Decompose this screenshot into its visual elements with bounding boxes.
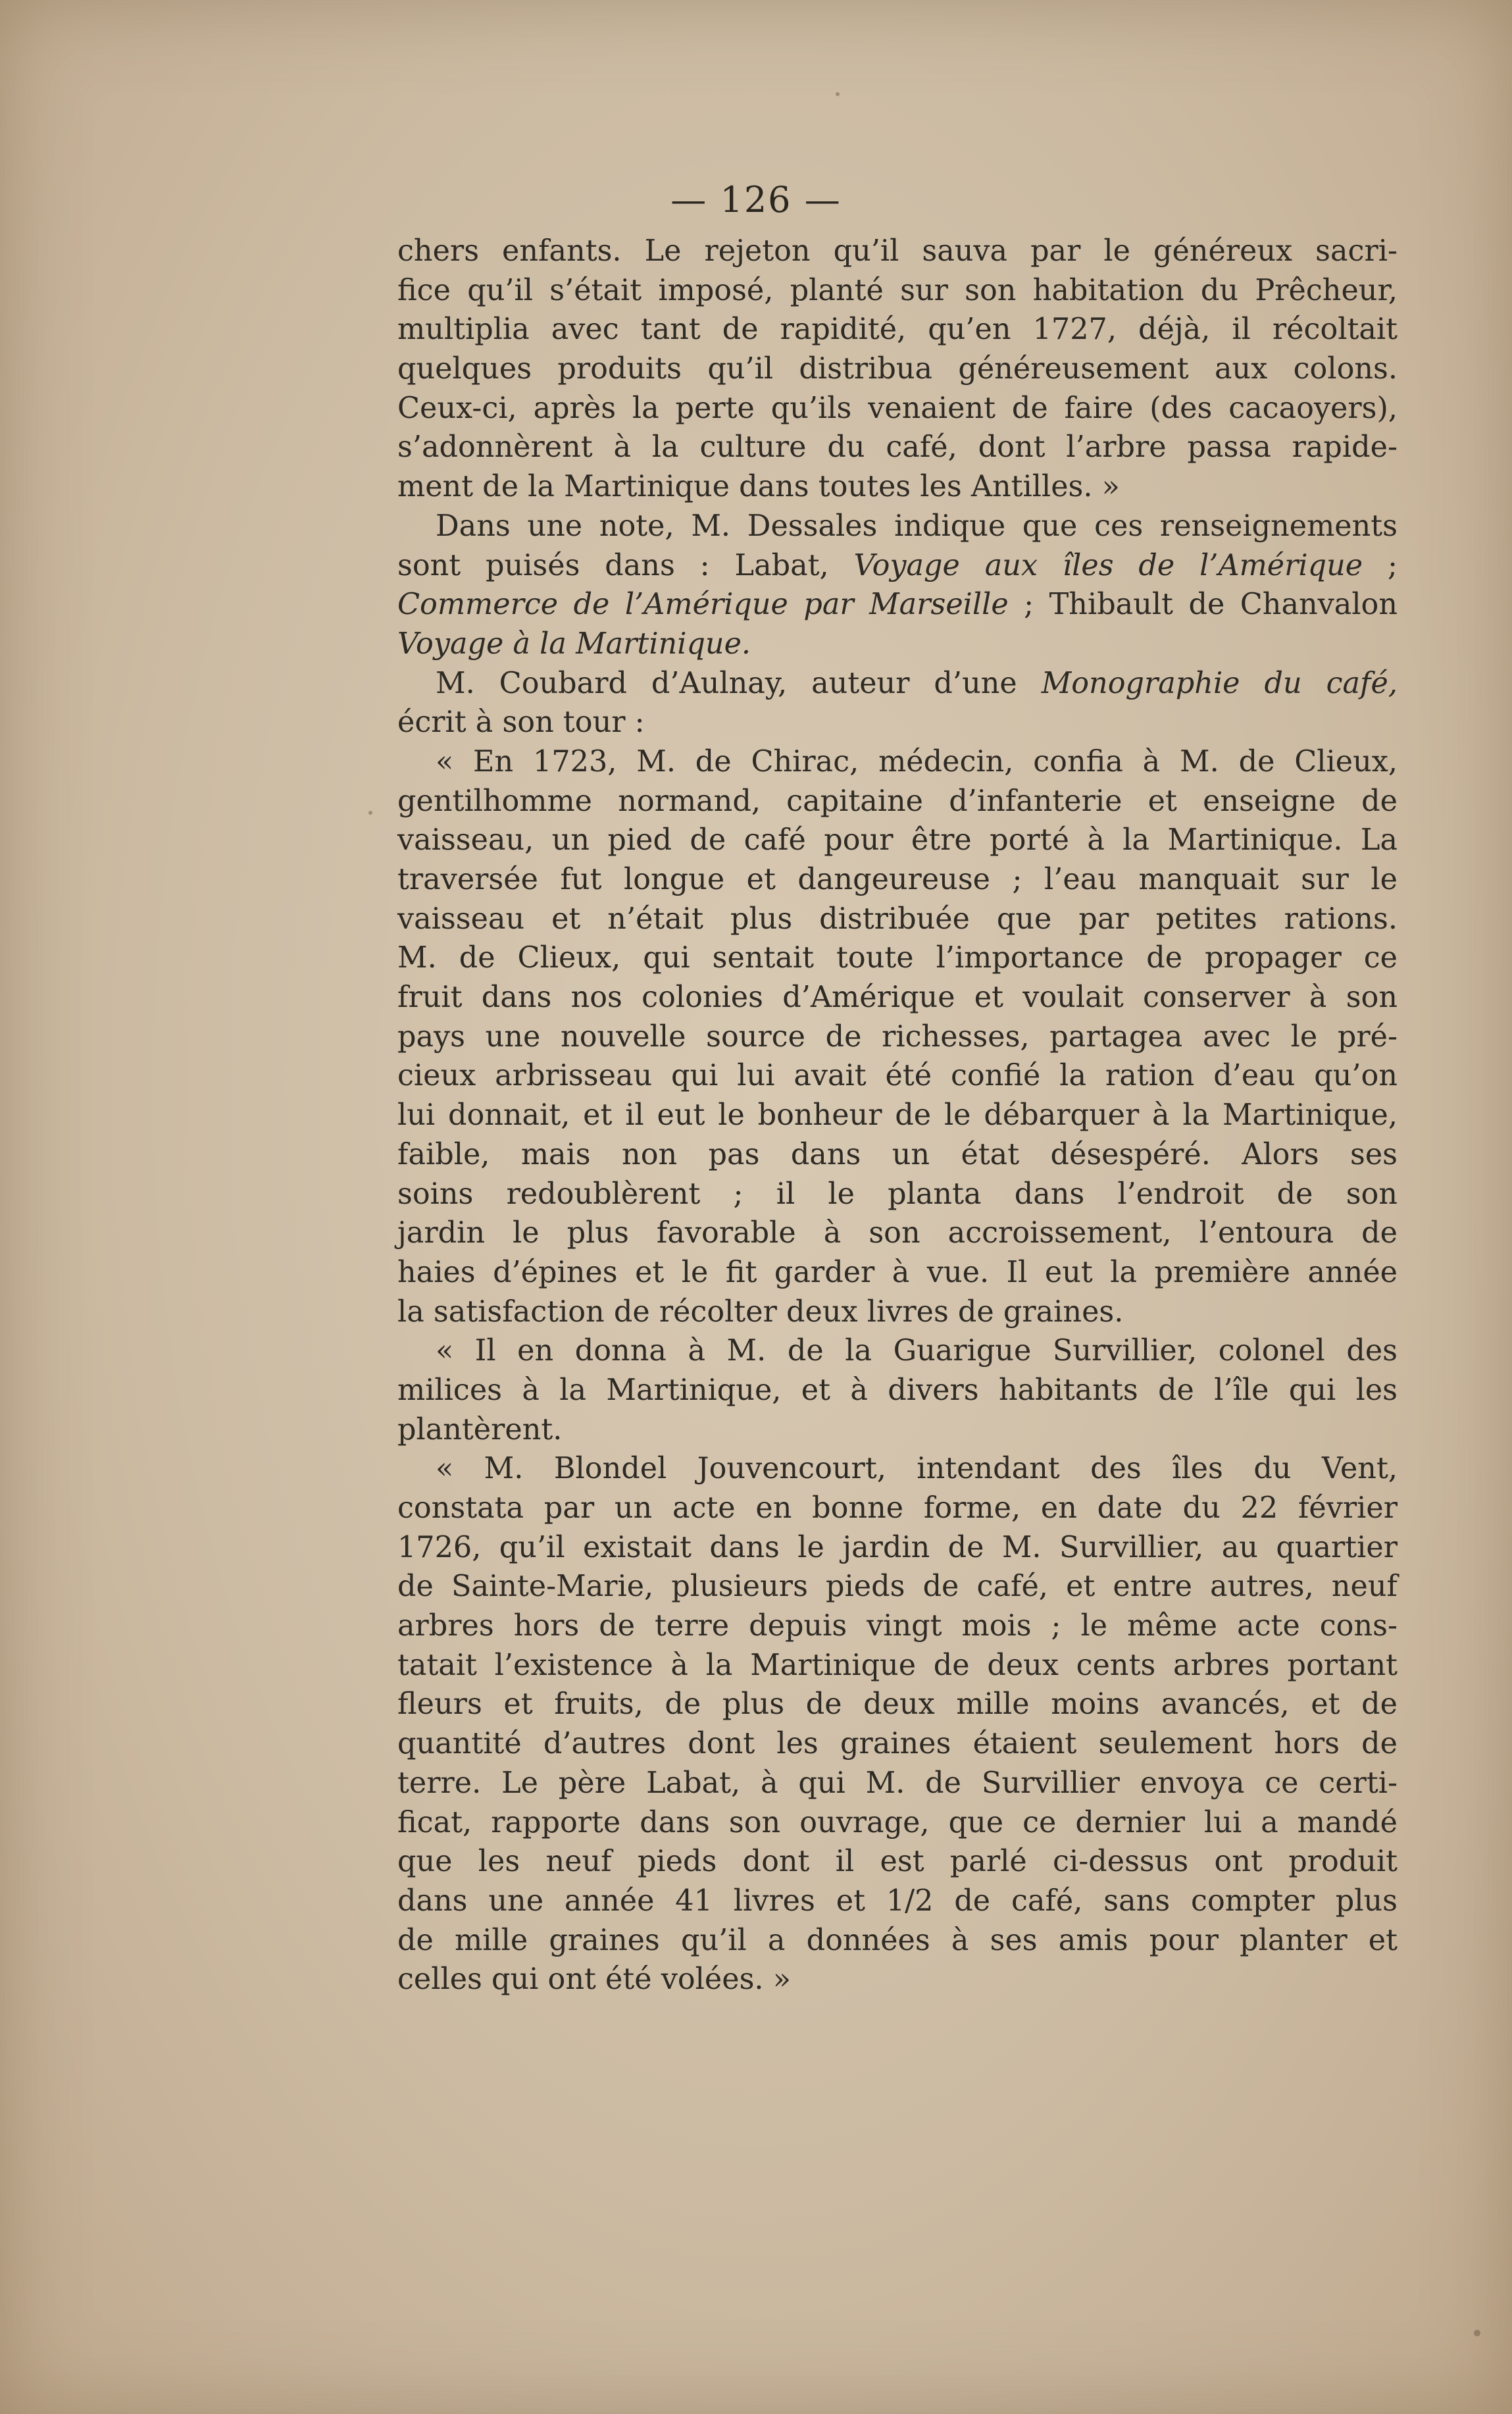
text-line-roman: dans une année 41 livres et 1/2 de café, sans compter plus (397, 1884, 1398, 1918)
text-line (397, 664, 1398, 704)
text-line-roman: cieux arbrisseau qui lui avait été confié la ration d’eau qu’on (397, 1059, 1398, 1093)
text-line (397, 1410, 1398, 1450)
text-line (397, 1449, 1398, 1489)
text-line-roman: la satisfaction de récolter deux livres de graines. (397, 1295, 1124, 1329)
text-line-roman: « En 1723, M. de Chirac, médecin, confia à M. de Clieux, (436, 744, 1398, 779)
text-line (397, 938, 1398, 978)
paper-speck (368, 811, 372, 815)
text-line (397, 703, 1398, 742)
text-line (397, 1960, 1398, 1999)
text-line (397, 1724, 1398, 1764)
text-line-italic: Voyage à la Martinique. (397, 627, 751, 661)
text-line-roman: soins redoublèrent ; il le planta dans l’endroit de son (397, 1177, 1398, 1211)
text-line (397, 1096, 1398, 1135)
text-line-roman: jardin le plus favorable à son accroissement, l’entoura de (397, 1216, 1398, 1250)
text-line-roman: quantité d’autres dont les graines étaient seulement hors de (397, 1727, 1398, 1761)
text-line-roman: constata par un acte en bonne forme, en date du 22 février (397, 1491, 1398, 1525)
text-line (397, 1685, 1398, 1724)
text-line-roman: sont puisés dans : Labat, (397, 548, 854, 582)
text-line-italic: Monographie du café, (1041, 666, 1398, 700)
text-line-roman: 1726, qu’il existait dans le jardin de M. Survillier, au quartier (397, 1530, 1398, 1564)
text-line-roman: gentilhomme normand, capitaine d’infanterie et enseigne de (397, 784, 1398, 818)
text-line-italic: Commerce de l’Amérique par Marseille (397, 588, 1009, 622)
text-line (397, 1842, 1398, 1882)
text-line (397, 1882, 1398, 1921)
text-line (397, 821, 1398, 860)
text-line-roman: M. de Clieux, qui sentait toute l’importance de propager ce (397, 941, 1398, 975)
text-line (397, 1489, 1398, 1528)
text-line-roman: pays une nouvelle source de richesses, partagea avec le pré- (397, 1019, 1398, 1054)
text-line-roman: plantèrent. (397, 1412, 563, 1447)
text-line-roman: faible, mais non pas dans un état désespéré. Alors ses (397, 1137, 1398, 1171)
paper-speck (1474, 2330, 1480, 2336)
text-line-roman: arbres hors de terre depuis vingt mois ; le même acte cons- (397, 1609, 1398, 1643)
text-line-roman: de mille graines qu’il a données à ses amis pour planter et (397, 1923, 1398, 1957)
text-line-roman: ficat, rapporte dans son ouvrage, que ce dernier lui a mandé (397, 1805, 1398, 1839)
text-line-roman: multiplia avec tant de rapidité, qu’en 1727, déjà, il récoltait (397, 313, 1398, 347)
text-line-roman: fruit dans nos colonies d’Amérique et voulait conserver à son (397, 981, 1398, 1015)
text-line (397, 1764, 1398, 1803)
text-line (397, 900, 1398, 939)
text-line-roman: « Il en donna à M. de la Guarigue Survillier, colonel des (436, 1334, 1398, 1368)
text-line-roman: M. Coubard d’Aulnay, auteur d’une (436, 666, 1042, 700)
text-line-roman: s’adonnèrent à la culture du café, dont l’arbre passa rapide- (397, 430, 1398, 465)
text-line-roman: traversée fut longue et dangeureuse ; l’eau manquait sur le (397, 863, 1398, 896)
text-line (397, 585, 1398, 625)
text-line-roman: écrit à son tour : (397, 706, 645, 740)
text-line (397, 782, 1398, 821)
text-line (397, 1214, 1398, 1253)
text-line (397, 1253, 1398, 1293)
text-line (397, 1371, 1398, 1410)
text-line (397, 1017, 1398, 1057)
text-line (397, 507, 1398, 546)
text-line-roman: fice qu’il s’était imposé, planté sur son habitation du Prêcheur, (397, 273, 1398, 307)
text-line-roman: lui donnait, et il eut le bonheur de le débarquer à la Martinique, (397, 1098, 1398, 1133)
text-line (397, 625, 1398, 664)
text-line-roman: de Sainte-Marie, plusieurs pieds de café, et entre autres, neuf (397, 1570, 1398, 1604)
text-line (397, 1293, 1398, 1332)
text-line (397, 1606, 1398, 1646)
text-line (397, 1175, 1398, 1214)
body-text (397, 232, 1398, 1999)
text-line-roman: celles qui ont été volées. » (397, 1963, 791, 1997)
text-line-roman: « M. Blondel Jouvencourt, intendant des îles du Vent, (436, 1452, 1398, 1486)
text-line (397, 1056, 1398, 1096)
text-line (397, 467, 1398, 507)
text-line-roman: terre. Le père Labat, à qui M. de Survillier envoya ce certi- (397, 1766, 1398, 1800)
text-line-roman: milices à la Martinique, et à divers habitants de l’île qui les (397, 1373, 1398, 1407)
text-line (397, 1567, 1398, 1606)
text-line-after: ; Thibault de Chanvalon (1008, 588, 1398, 622)
text-line (397, 978, 1398, 1017)
text-line (397, 1135, 1398, 1175)
text-line (397, 271, 1398, 311)
text-line-roman: vaisseau et n’était plus distribuée que par petites rations. (397, 902, 1398, 936)
text-line (397, 742, 1398, 782)
text-line-roman: fleurs et fruits, de plus de deux mille moins avancés, et de (397, 1687, 1398, 1722)
text-line-roman: vaisseau, un pied de café pour être porté à la Martinique. La (397, 823, 1398, 858)
text-line (397, 546, 1398, 586)
text-line-italic: Voyage aux îles de l’Amérique (853, 548, 1363, 582)
text-line (397, 310, 1398, 349)
paper-speck (836, 92, 840, 96)
text-line (397, 1646, 1398, 1685)
text-line (397, 349, 1398, 389)
text-line-roman: ment de la Martinique dans toutes les Antilles. » (397, 470, 1120, 504)
text-line (397, 860, 1398, 900)
text-line-roman: Dans une note, M. Dessales indique que ces renseignements (436, 509, 1398, 543)
text-line (397, 1331, 1398, 1371)
text-line-roman: chers enfants. Le rejeton qu’il sauva par le généreux sacri- (397, 234, 1398, 268)
text-line (397, 389, 1398, 428)
text-line (397, 1921, 1398, 1961)
text-line (397, 1528, 1398, 1568)
text-line-roman: tatait l’existence à la Martinique de deux cents arbres portant (397, 1648, 1398, 1682)
text-line (397, 428, 1398, 467)
text-line (397, 232, 1398, 271)
text-line-roman: quelques produits qu’il distribua généreusement aux colons. (397, 352, 1398, 386)
page-number: — 126 — (670, 179, 842, 220)
text-line-roman: Ceux-ci, après la perte qu’ils venaient de faire (des cacaoyers), (397, 391, 1398, 425)
text-line (397, 1803, 1398, 1843)
text-line-roman: haies d’épines et le fit garder à vue. Il eut la première année (397, 1255, 1398, 1289)
text-line-roman: que les neuf pieds dont il est parlé ci-dessus ont produit (397, 1845, 1398, 1879)
text-line-after: ; (1363, 548, 1398, 582)
